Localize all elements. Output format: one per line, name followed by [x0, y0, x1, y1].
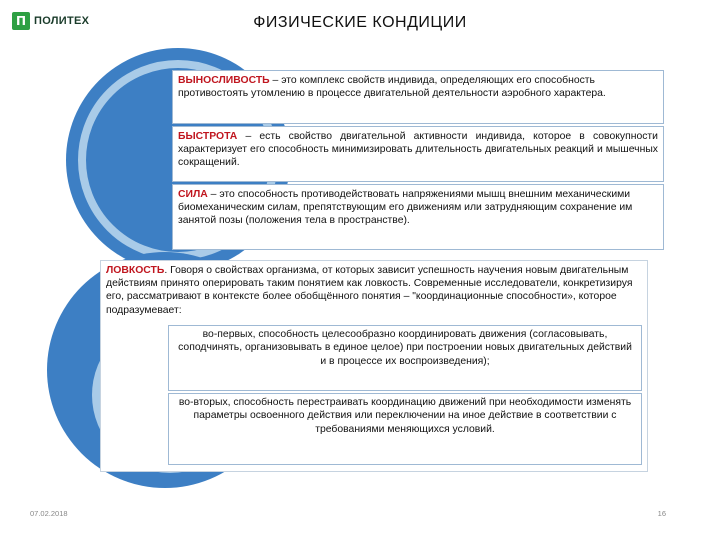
endurance-box — [172, 70, 664, 124]
endurance-text: – это комплекс свойств индивида, определяющих его способность противостоять утомлению в процессе двигательной деятельности аэробного характера. — [178, 75, 606, 100]
strength-text: – это способность противодействовать напряжениями мышц внешним механическими биомеханическим силам, препятствующим его движениям или затрудняющим сохранение им занятой позы (положения тела в пространстве). — [178, 189, 633, 227]
agility-text: . Говоря о свойствах организма, от которых зависит успешность научения новым двигательным действиям принято оперировать таким понятием как ловкость. Современные исследователи, конкретизируя его, рассматривают в контексте более обобщённого понятия – "координационные способности», которое подразумевает: — [106, 265, 633, 316]
endurance-term: ВЫНОСЛИВОСТЬ — [178, 75, 270, 86]
footer-date: 07.02.2018 — [30, 509, 68, 518]
page-title: ФИЗИЧЕСКИЕ КОНДИЦИИ — [253, 14, 467, 31]
strength-term: СИЛА — [178, 189, 208, 200]
strength-box — [172, 184, 664, 250]
agility-intro — [106, 264, 642, 317]
agility-first-point: во-первых, способность целесообразно координировать движения (согласовывать, соподчинять, организовывать в единое целое) при построении новых двигательных действий и в процессе их воспроизведения); — [168, 325, 642, 391]
speed-term: БЫСТРОТА — [178, 131, 238, 142]
agility-second-point: во-вторых, способность перестраивать координацию движений при необходимости изменять параметры освоенного действия или переключении на иное действие в соответствии с требованиями меняющихся условий. — [168, 393, 642, 465]
speed-box — [172, 126, 664, 182]
speed-text: – есть свойство двигательной активности индивида, которое в совокупности характеризует его способность минимизировать длительность двигательных реакций и мышечных сокращений. — [178, 131, 658, 169]
logo-mark-icon: Π — [12, 12, 30, 30]
logo-text: ПОЛИТЕХ — [34, 15, 90, 27]
page-number: 16 — [657, 509, 666, 518]
agility-term: ЛОВКОСТЬ — [106, 265, 165, 276]
